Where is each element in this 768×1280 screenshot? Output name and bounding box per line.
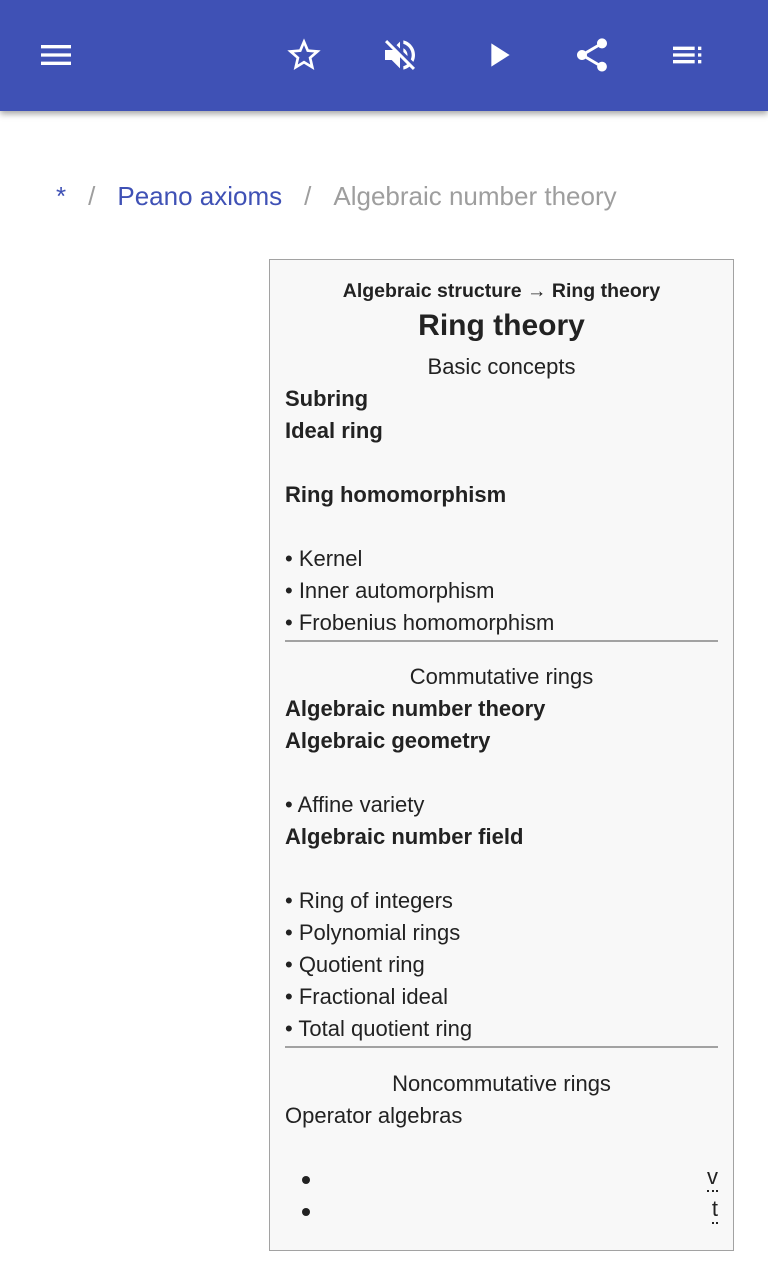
play-icon[interactable] [474,31,522,79]
section-header: Basic concepts [427,354,576,379]
breadcrumb-current: Algebraic number theory [333,181,617,211]
section-header: Noncommutative rings [392,1071,611,1096]
ring-theory-navbox [269,259,734,1251]
view-link[interactable]: v [707,1164,718,1192]
star-icon[interactable] [280,31,328,79]
bullet [302,1176,310,1184]
navbox-above[interactable]: Algebraic structure → Ring theory [342,280,661,302]
breadcrumb-root[interactable]: * [56,181,67,211]
list-item[interactable]: • Polynomial rings [285,920,461,945]
list-item[interactable]: Algebraic number field [285,824,524,849]
navbox-title: Ring theory [418,309,585,342]
navbar-item [285,1196,718,1228]
section-header: Commutative rings [409,664,594,689]
list-item[interactable]: • Frobenius homomorphism [285,610,555,635]
list-item[interactable]: Ideal ring [285,418,383,443]
list-item[interactable]: Ring homomorphism [285,482,507,507]
share-icon[interactable] [568,31,616,79]
list-item[interactable]: • Inner automorphism [285,578,495,603]
breadcrumb-peano-axioms[interactable]: Peano axioms [117,181,283,211]
volume-off-icon[interactable] [376,31,424,79]
list-item[interactable]: • Quotient ring [285,952,425,977]
list-item[interactable]: • Fractional ideal [285,984,449,1009]
breadcrumb [56,181,617,212]
list-item[interactable]: • Kernel [285,546,363,571]
talk-link[interactable]: t [712,1196,718,1224]
list-item[interactable]: • Total quotient ring [285,1016,473,1041]
navbar-item [285,1164,718,1196]
menu-icon[interactable] [32,31,80,79]
list-item[interactable]: • Ring of integers [285,888,453,913]
list-item[interactable]: Algebraic number theory [285,696,546,721]
bullet [302,1208,310,1216]
list-item[interactable]: Operator algebras [285,1103,463,1128]
divider [285,1046,718,1048]
breadcrumb-separator: / [304,181,312,211]
app-bar [0,0,768,111]
list-item[interactable]: Algebraic geometry [285,728,491,753]
divider [285,640,718,642]
breadcrumb-separator: / [88,181,96,211]
playlist-icon[interactable] [664,31,712,79]
list-item[interactable]: • Affine variety [285,792,425,817]
list-item[interactable]: Subring [285,386,369,411]
